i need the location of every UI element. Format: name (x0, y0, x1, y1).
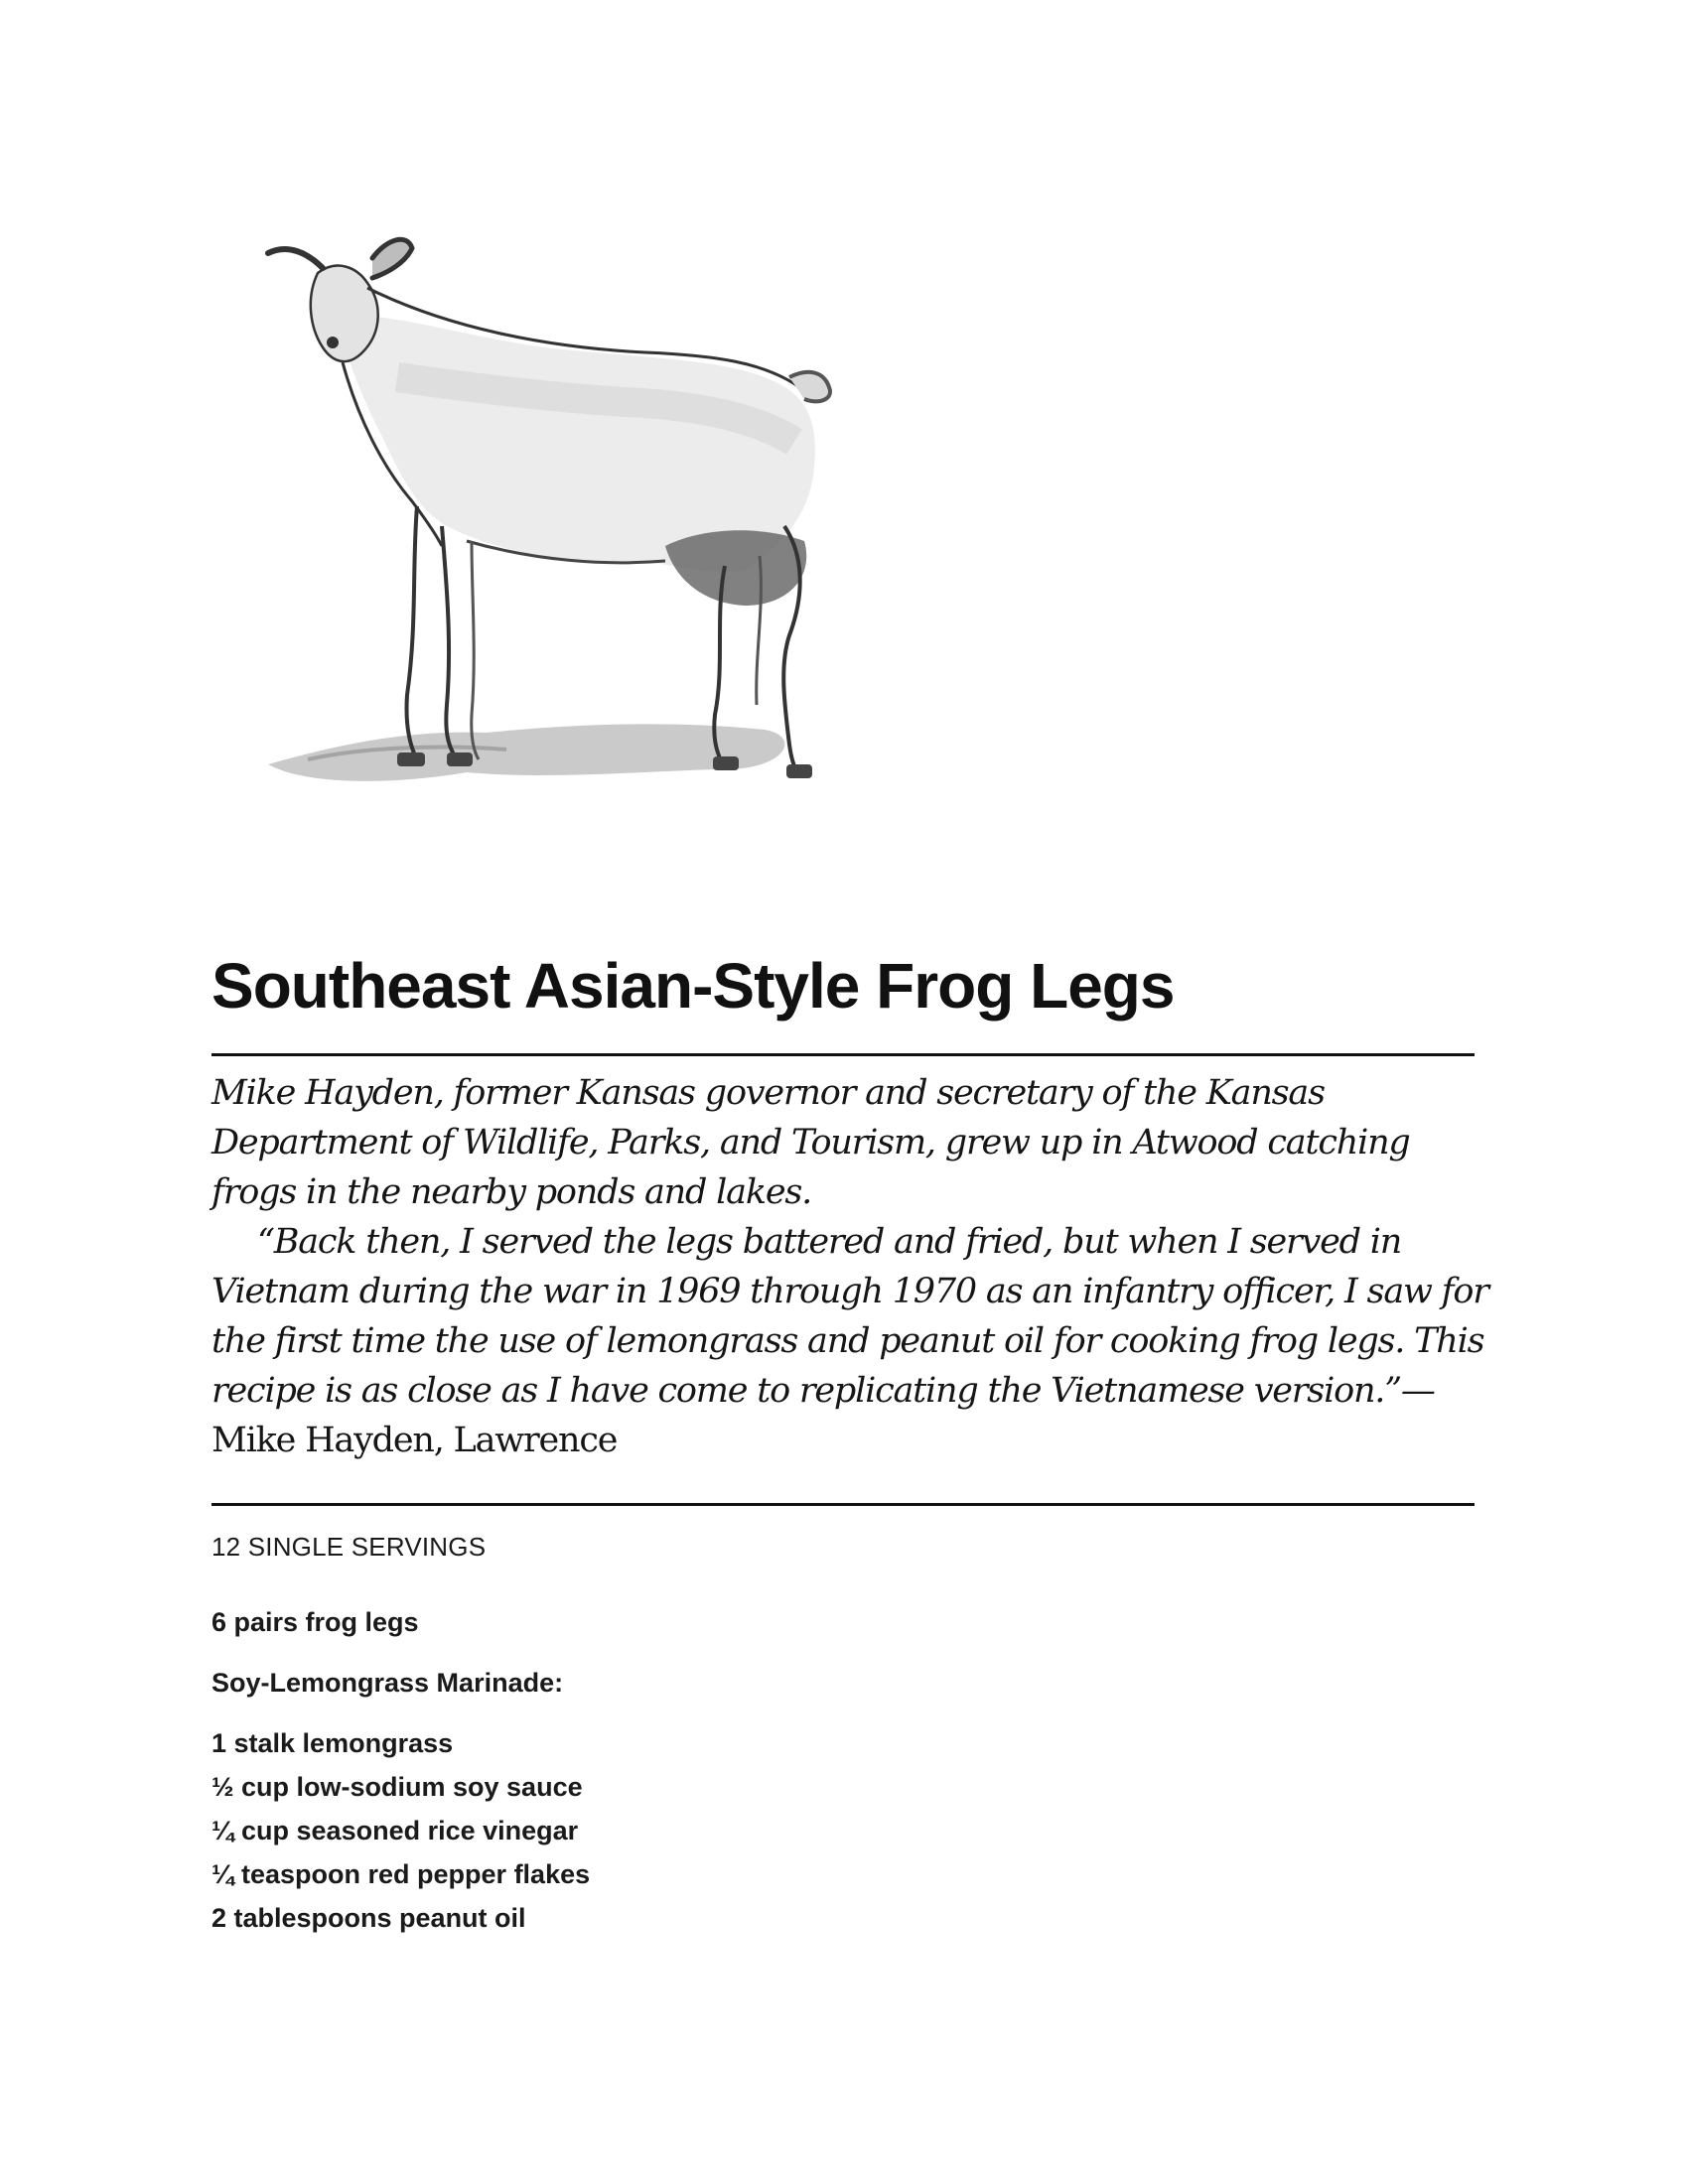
ingredient-item: 2 tablespoons peanut oil (211, 1903, 526, 1933)
quote-paragraph (211, 1217, 1492, 1465)
intro-paragraph: Mike Hayden, former Kansas governor and secretary of the Kansas Department of Wildlife, Parks, and Tourism, grew up in Atwood catching frogs in the nearby ponds and lakes. (211, 1073, 1410, 1212)
attribution: Mike Hayden, Lawrence (211, 1421, 618, 1460)
recipe-introduction (211, 1068, 1492, 1465)
quote-text: “Back then, I served the legs battered and fried, but when I served in Vietnam during the war in 1969 through 1970 as an infantry officer, I saw for the first time the use of lemongrass and peanut oil for cooking frog legs. This recipe is as close as I have come to replicating the Vietnamese version.”— (211, 1222, 1488, 1411)
ingredient-item: ¼ teaspoon red pepper flakes (211, 1859, 591, 1889)
yield: 12 SINGLE SERVINGS (211, 1532, 487, 1562)
ingredient-item: ¼ cup seasoned rice vinegar (211, 1816, 579, 1845)
intro-divider (211, 1503, 1475, 1506)
goat-illustration-icon (248, 228, 963, 804)
marinade-heading: Soy-Lemongrass Marinade: (211, 1668, 564, 1698)
main-ingredient: 6 pairs frog legs (211, 1607, 419, 1637)
ingredient-item: ½ cup low-sodium soy sauce (211, 1772, 583, 1802)
title-divider (211, 1053, 1475, 1056)
ingredient-item: 1 stalk lemongrass (211, 1728, 454, 1758)
recipe-title: Southeast Asian-Style Frog Legs (211, 950, 1175, 1022)
ingredient-list (211, 1600, 590, 1940)
